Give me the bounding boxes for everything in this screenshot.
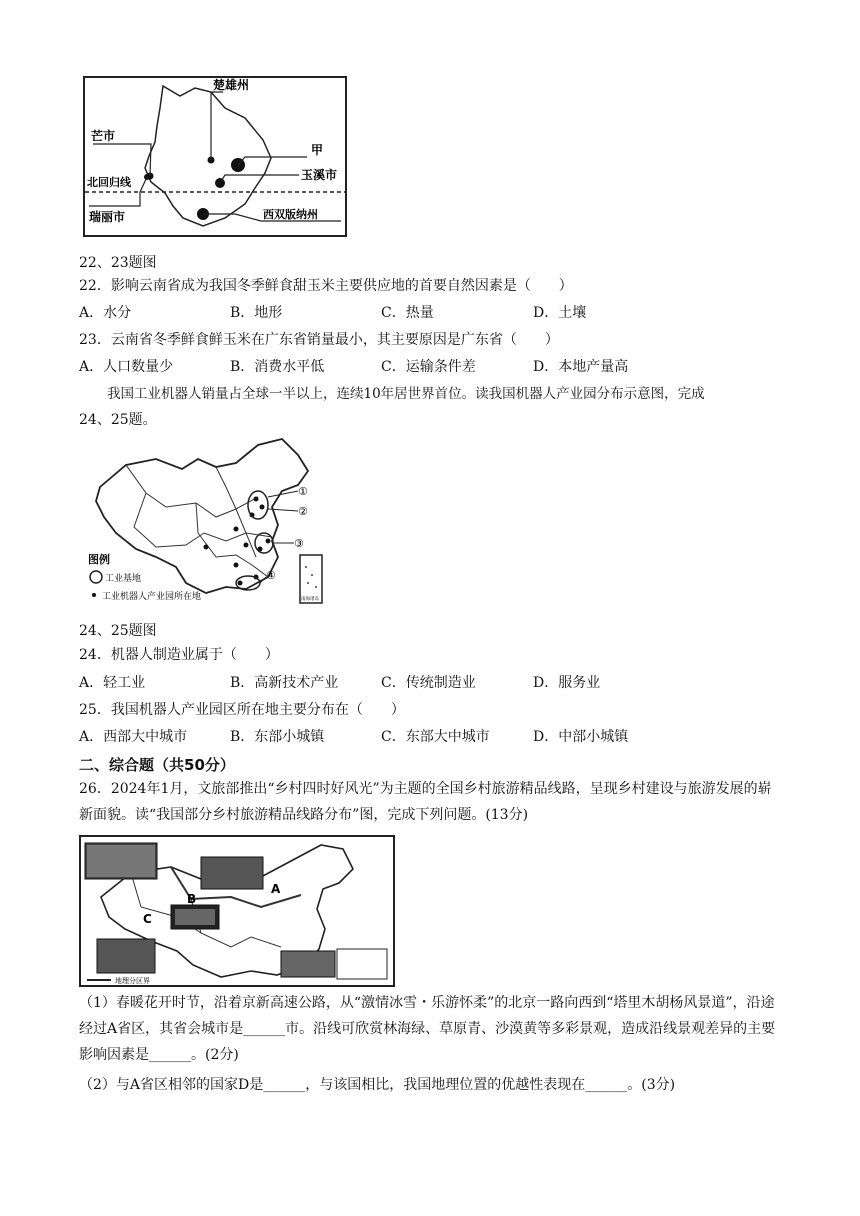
map-letter-a: A — [271, 882, 281, 896]
q24-option-d: D．服务业 — [533, 675, 601, 691]
fig1-caption: 22、23题图 — [79, 255, 157, 271]
map-letter-b: B — [187, 892, 197, 906]
fig2-caption: 24、25题图 — [79, 623, 157, 639]
legend-base-label: 工业基地 — [105, 574, 142, 584]
q24-stem: 24．机器人制造业属于（ ） — [79, 647, 279, 663]
marker-1: ① — [298, 485, 308, 498]
rural-tourism-map — [81, 837, 393, 985]
marker-2: ② — [298, 505, 308, 518]
q23-option-d: D．本地产量高 — [533, 359, 629, 375]
q25-option-d: D．中部小城镇 — [533, 729, 629, 745]
yunnan-map — [85, 78, 345, 235]
q25-option-c: C．东部大中城市 — [381, 729, 490, 745]
intro-24-line2: 24、25题。 — [79, 412, 157, 428]
q23-option-b: B．消费水平低 — [230, 359, 325, 375]
q26-sub1: （1）春暖花开时节，沿着京新高速公路，从“激情冰雪・乐游怀柔”的北京一路向西到“塔里木胡杨风景道”，沿途经过A省区，其省会城市是______市。沿线可欣赏林海绿、草原青、沙漠黄等多彩景观，造成沿线景观差异的主要影响因素是______。(2分) — [79, 995, 776, 1063]
mangshi-label: 芒市 — [91, 129, 116, 143]
ruili-label: 瑞丽市 — [89, 210, 126, 224]
q24-option-b: B．高新技术产业 — [230, 675, 339, 691]
legend-title: 图例 — [88, 553, 110, 566]
map-legend-label: 地理分区界 — [115, 977, 150, 985]
q25-option-b: B．东部小城镇 — [230, 729, 325, 745]
inset-label: 南海诸岛 — [301, 597, 319, 602]
rural-tourism-map-figure — [79, 835, 395, 987]
marker-3: ③ — [294, 537, 304, 550]
q26-intro: 26．2024年1月，文旅部推出“乡村四时好风光”为主题的全国乡村旅游精品线路，呈现乡村建设与旅游发展的崭新面貌。读“我国部分乡村旅游精品线路分布”图，完成下列问题。(13分) — [79, 781, 772, 823]
robot-parks-map-figure — [86, 437, 351, 609]
q22-option-a: A．水分 — [79, 305, 132, 321]
robot-parks-map — [86, 437, 351, 609]
yunnan-outline — [145, 86, 271, 226]
section-2-heading: 二、综合题（共50分） — [79, 756, 235, 774]
marker-4: ④ — [266, 569, 276, 582]
q24-option-a: A．轻工业 — [79, 675, 146, 691]
q24-option-c: C．传统制造业 — [381, 675, 476, 691]
q22-option-d: D．土壤 — [533, 305, 587, 321]
q22-option-c: C．热量 — [381, 305, 434, 321]
legend-park-label: 工业机器人产业园所在地 — [102, 592, 202, 602]
jia-label: 甲 — [311, 143, 324, 157]
tropic-label: 北回归线 — [87, 176, 131, 189]
q23-stem: 23．云南省冬季鲜食鲜玉米在广东省销量最小，其主要原因是广东省（ ） — [79, 332, 559, 348]
intro-24-line1: 我国工业机器人销量占全球一半以上，连续10年居世界首位。读我国机器人产业园分布示意图，完成 — [107, 386, 705, 402]
chuxiong-label: 楚雄州 — [213, 78, 250, 92]
q26-sub2: （2）与A省区相邻的国家D是______，与该国相比，我国地理位置的优越性表现在______。(3分) — [79, 1077, 676, 1093]
legend-base-symbol — [90, 571, 102, 583]
q23-option-a: A．人口数量少 — [79, 359, 174, 375]
q23-option-c: C．运输条件差 — [381, 359, 476, 375]
yuxi-label: 玉溪市 — [301, 168, 338, 182]
q25-option-a: A．西部大中城市 — [79, 729, 188, 745]
q22-stem: 22．影响云南省成为我国冬季鲜食甜玉米主要供应地的首要自然因素是（ ） — [79, 278, 573, 294]
yunnan-map-figure — [83, 76, 347, 237]
xishuangbanna-label: 西双版纳州 — [263, 208, 318, 221]
south-china-sea-inset — [300, 555, 322, 603]
q22-option-b: B．地形 — [230, 305, 283, 321]
china-outline — [96, 439, 308, 593]
map-letter-c: C — [143, 912, 152, 926]
q25-stem: 25．我国机器人产业园区所在地主要分布在（ ） — [79, 702, 405, 718]
legend-park-symbol — [92, 593, 96, 597]
